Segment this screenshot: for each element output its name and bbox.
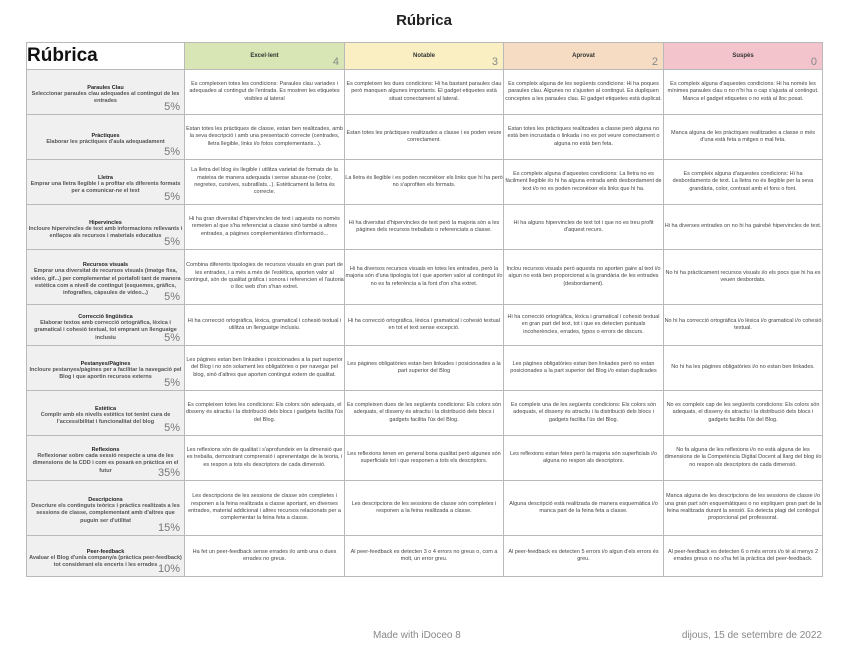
descriptor-cell[interactable]: Combina diferents tipologies de recursos visuals en gran part de les entrades, i a més a més de l'estètica, aporten valor al contingut, són de qualitat gràfica i sonora i referencien el l'autoria o lloc web d'on s'han extret.	[185, 250, 345, 305]
criterion-row	[27, 436, 823, 481]
level-header	[664, 43, 823, 70]
criterion-description: Emprar una lletra llegible i a profitar els diferents formats per a comunicar-ne el text	[30, 180, 181, 194]
criterion-row	[27, 115, 823, 160]
criterion-cell	[27, 391, 185, 436]
descriptor-cell[interactable]: Hi ha correcció ortogràfica, lèxica, gramatical i cohesió textual i utilitza un llenguatge inclusiu.	[185, 305, 345, 346]
criterion-row	[27, 346, 823, 391]
descriptor-cell[interactable]: Al peer-feedback es detecten 6 o més errors i/o té al menys 2 errades greus o no s'ha fet la pràctica del peer-feedback.	[664, 536, 823, 577]
criterion-weight: 5%	[164, 422, 180, 434]
criterion-cell	[27, 160, 185, 205]
criterion-description: Incloure pestanyes/pàgines per a facilitar la navegació pel Blog i que aportin recursos externs	[29, 366, 182, 380]
descriptor-cell[interactable]: Les reflexions estan fetes però la majoria són superficials i/o alguna no respon als descriptors.	[504, 436, 664, 481]
level-score: 3	[491, 56, 498, 68]
descriptor-cell[interactable]: Estan totes les pràctiques realitzades a classe però alguna no està ben incrustada o linkada i no es pot veure correctament o alguna no està ben feta.	[504, 115, 664, 160]
descriptor-cell[interactable]: Les pàgines obligatòries estan ben linkades però no estan posicionades a la part superior del Blog i/o estan duplicades	[504, 346, 664, 391]
criterion-description: Elaborar textos amb correcció ortogràfica, lèxica i gramatical i cohesió textual, tot emprant un llenguatge inclusiu	[34, 319, 177, 341]
criterion-row	[27, 70, 823, 115]
level-label: Excel·lent	[250, 53, 279, 59]
level-header	[504, 43, 664, 70]
descriptor-cell[interactable]: Es compleix alguna de les següents condicions: Hi ha poques paraules clau. Algunes no s'ajusten al contingut. Es dupliquen conceptes a les paraules clau. El gadget etiquetes està duplicat.	[504, 70, 664, 115]
descriptor-cell[interactable]: Estan totes les pràctiques de classe, estan ben realitzades, amb la seva descripció i amb una presentació correcte (centrades, lletra llegible, links i/o fotos complementaris...).	[185, 115, 345, 160]
criterion-weight: 5%	[164, 236, 180, 248]
criterion-name: Hipervincles	[89, 219, 122, 226]
descriptor-cell[interactable]: Les reflexions són de qualitat i s'aprofundeix en la dimensió que es treballa, demostrant comprensió i aprenentatge de la teoria, i es respon a tots els descriptors de cada dimensió.	[185, 436, 345, 481]
criterion-cell	[27, 536, 185, 577]
criterion-weight: 10%	[157, 563, 180, 575]
descriptor-cell[interactable]: Alguna descripció està realitzada de manera esquemàtica i/o manca part de la feina feta a classe.	[504, 481, 664, 536]
descriptor-cell[interactable]: Hi ha alguns hipervincles de text tot i que no es treu profit d'aquest recurs.	[504, 205, 664, 250]
descriptor-cell[interactable]: Es compleixen totes les condicions: Els colors són adequats, el disseny és atractiu i la distribució dels blocs i gadgets facilita l'ús del Blog.	[185, 391, 345, 436]
criterion-cell	[27, 115, 185, 160]
footer-brand: Made with iDoceo 8	[373, 630, 461, 641]
criterion-cell	[27, 250, 185, 305]
criterion-name: Pràctiques	[91, 133, 120, 140]
descriptor-cell[interactable]: Ha fet un peer-feedback sense errades i/o amb una o dues errades no greus.	[185, 536, 345, 577]
descriptor-cell[interactable]: Hi ha diversitat d'hipervincles de text però la majoria són a les pàgines dels recursos treballats o referenciats a classe.	[345, 205, 504, 250]
level-label: Aprovat	[572, 53, 595, 59]
level-label: Notable	[412, 53, 435, 59]
criterion-description: Descriure els continguts teòrics i pràctics realitzats a les sessions de classe, complementant amb d'altres que puguin ser d'utilitat	[31, 502, 180, 524]
criterion-row	[27, 536, 823, 577]
descriptor-cell[interactable]: Manca alguna de les descripcions de les sessions de classe i/o una gran part són esquemàtiques o no expliquen gran part de la feina realitzada durant la sessió. Es detecta plagi del contingut proporcional pel professorat.	[664, 481, 823, 536]
descriptor-cell[interactable]: Hi ha diversos recursos visuals en totes les entrades, però la majoria són d'una tipologia tot i que aporten valor al contingut i/o no es fa referència a la font d'on s'ha extret.	[345, 250, 504, 305]
page-title: Rúbrica	[396, 12, 452, 29]
descriptor-cell[interactable]: No hi ha correcció ortogràfica i/o lèxica i/o gramatical i/o cohesió textual.	[664, 305, 823, 346]
descriptor-cell[interactable]: Al peer-feedback es detecten 3 o 4 errors no greus o, com a molt, un error greu.	[345, 536, 504, 577]
criterion-weight: 5%	[164, 291, 180, 303]
criterion-row	[27, 481, 823, 536]
level-header-row	[27, 43, 823, 70]
descriptor-cell[interactable]: Les descripcions de les sessions de classe són completes i responen a la feina realitzada a classe aportant, en diverses entrades, material addicional i altres recursos relacionats per a complementar la feina feta a classe.	[185, 481, 345, 536]
level-score: 4	[332, 56, 339, 68]
criterion-weight: 5%	[164, 377, 180, 389]
descriptor-cell[interactable]: Es compleix alguna d'aquestes condicions: Hi ha només les mínimes paraules clau o no n'hi ha o cap s'ajusta al contingut. Manca el gadget etiquetes o no està al lloc posat.	[664, 70, 823, 115]
criterion-name: Pestanyes/Pàgines	[80, 360, 131, 367]
criterion-cell	[27, 305, 185, 346]
descriptor-cell[interactable]: Manca alguna de les pràctiques realitzades a classe o més d'una està feta a mitges o mal feta.	[664, 115, 823, 160]
descriptor-cell[interactable]: Hi ha correcció ortogràfica, lèxica i gramatical i cohesió textual en tot el text sense excepció.	[345, 305, 504, 346]
descriptor-cell[interactable]: Al peer-feedback es detecten 5 errors i/o algun d'els errors és greu.	[504, 536, 664, 577]
descriptor-cell[interactable]: No hi ha les pàgines obligatòries i/o no estan ben linkades.	[664, 346, 823, 391]
descriptor-cell[interactable]: Hi ha gran diversitat d'hipervincles de text i aquests no només remeten al que s'ha referenciat a classe sinó també a altres entrades, a pàgines complementàries d'informació...	[185, 205, 345, 250]
criterion-cell	[27, 205, 185, 250]
criterion-weight: 5%	[164, 101, 180, 113]
descriptor-cell[interactable]: Es compleixen dues de les següents condicions: Els colors són adequats, el disseny és atractiu i la distribució dels blocs i gadgets facilita l'ús del Blog.	[345, 391, 504, 436]
descriptor-cell[interactable]: Les pàgines estan ben linkades i posicionades a la part superior del Blog i no són solament les obligatòries o per navegar pel blog, sinó d'altres que aporten contingut extern de qualitat.	[185, 346, 345, 391]
descriptor-cell[interactable]: Les descripcions de les sessions de classe són completes i responen a la feina realitzada a classe.	[345, 481, 504, 536]
criterion-cell	[27, 346, 185, 391]
criterion-weight: 15%	[157, 522, 180, 534]
descriptor-cell[interactable]: No hi ha pràcticament recursos visuals i/o els pocs que hi ha es veuen desbordats.	[664, 250, 823, 305]
descriptor-cell[interactable]: La lletra del blog és llegible i utilitza varietat de formats de la mateixa de manera adequada i sense abusar-ne (color, negretes, cursives, subratllats...). Estèticament la lletra és correcte.	[185, 160, 345, 205]
descriptor-cell[interactable]: Es compleixen les dues condicions: Hi ha bastant paraules clau però manquen algunes importants. El gadget etiquetes està situat conectament al lateral.	[345, 70, 504, 115]
criterion-weight: 35%	[157, 467, 180, 479]
descriptor-cell[interactable]: Inclou recursos visuals però aquests no aporten gaire al text i/o algun no està ben proporcionat a la grandària de les entrades (desbordament).	[504, 250, 664, 305]
rubric-corner-title: Rúbrica	[27, 43, 185, 70]
descriptor-cell[interactable]: Estan totes les pràctiques realitzades a classe i es poden veure correctament.	[345, 115, 504, 160]
criterion-name: Paraules Clau	[87, 84, 124, 91]
criterion-description: Emprar una diversitat de recursos visuals (imatge fixa, vídeo, gif...) per complementar el portafoli tant de manera estètica com a nivell de contingut (esquemes, gràfics, infografies, càpsules de vídeo...)	[30, 268, 181, 297]
descriptor-cell[interactable]: Es compleixen totes les condicions: Paraules clau variades i adequades al contingut de l'entrada. Es mostren les etiquetes visibles al lateral	[185, 70, 345, 115]
criterion-cell	[27, 70, 185, 115]
level-header	[185, 43, 345, 70]
criterion-description: Avaluar el Blog d'un/a company/a (pràctica peer-feedback) tot considerant els encerts i les errades	[29, 554, 182, 568]
descriptor-cell[interactable]: No es compleix cap de les següents condicions: Els colors són adequats, el disseny és atractiu i la distribució dels blocs i gadgets facilita l'ús del Blog.	[664, 391, 823, 436]
criterion-description: Elaborar les pràctiques d'aula adequadament	[46, 139, 165, 146]
criterion-weight: 5%	[164, 146, 180, 158]
criterion-description: Reflexionar sobre cada sessió respecte a una de les dimensions de la CDD i com es posarà en pràctica en el futur	[32, 452, 179, 474]
descriptor-cell[interactable]: Es compleix alguna d'aquestes condicions: Hi ha desbordaments de text. La lletra no és llegible per la seva grandària, color, contrast amb el fons o font.	[664, 160, 823, 205]
footer-date: dijous, 15 de setembre de 2022	[681, 630, 822, 641]
descriptor-cell[interactable]: Les pàgines obligatòries estan ben linkades i posicionades a la part superior del Blog	[345, 346, 504, 391]
criterion-row	[27, 391, 823, 436]
descriptor-cell[interactable]: Es compleix una de les següents condicions: Els colors són adequats, el disseny és atractiu i la distribució dels blocs i gadgets facilita l'ús del Blog.	[504, 391, 664, 436]
descriptor-cell[interactable]: Hi ha correcció ortogràfica, lèxica i gramatical i cohesió textual en gran part del text, tot i que es detecten puntuals incoherències, errades, typos o errors de discurs.	[504, 305, 664, 346]
criterion-row	[27, 305, 823, 346]
criterion-cell	[27, 481, 185, 536]
criterion-row	[27, 205, 823, 250]
criterion-description: Complir amb els nivells estètics tot tenint cura de l'accessibilitat i funcionalitat del blog	[40, 411, 171, 425]
criterion-weight: 5%	[164, 191, 180, 203]
criterion-description: Incloure hipervincles de text amb informacions rellevants i enllaços als recursos i materials educatius	[28, 225, 183, 239]
descriptor-cell[interactable]: La lletra és llegible i es poden reconèixer els links que hi ha però no s'aprofiten els formats.	[345, 160, 504, 205]
criterion-name: Descripcions	[88, 496, 123, 503]
criterion-row	[27, 160, 823, 205]
rubric-table	[26, 42, 823, 577]
criterion-name: Peer-feedback	[86, 548, 125, 555]
level-score: 0	[810, 56, 817, 68]
criterion-description: Seleccionar paraules clau adequades al contingut de les entrades	[31, 90, 180, 104]
criterion-name: Correcció lingüística	[78, 313, 133, 320]
descriptor-cell[interactable]: Les reflexions tenen en general bona qualitat però algunes són superficials tot i que responen a tots els descriptors.	[345, 436, 504, 481]
descriptor-cell[interactable]: No fa alguna de les reflexions i/o no està alguna de les dimensions de la Competència Digital Docent al llarg del blog i/o no respon als descriptors de cada dimensió.	[664, 436, 823, 481]
level-header	[345, 43, 504, 70]
descriptor-cell[interactable]: Hi ha diverses entrades on no hi ha gairebé hipervincles de text.	[664, 205, 823, 250]
criterion-weight: 5%	[164, 332, 180, 344]
descriptor-cell[interactable]: Es compleix alguna d'aquestes condicions: La lletra no es fàcilment llegible i/o hi ha alguna entrada amb desbordament de text i/o no es poden reconèixer els links que hi ha.	[504, 160, 664, 205]
level-label: Suspès	[732, 53, 754, 59]
criterion-name: Lletra	[98, 174, 113, 181]
criterion-name: Reflexions	[91, 446, 120, 453]
criterion-cell	[27, 436, 185, 481]
criterion-name: Recursos visuals	[82, 262, 129, 269]
level-score: 2	[651, 56, 658, 68]
criterion-name: Estètica	[94, 405, 117, 412]
criterion-row	[27, 250, 823, 305]
